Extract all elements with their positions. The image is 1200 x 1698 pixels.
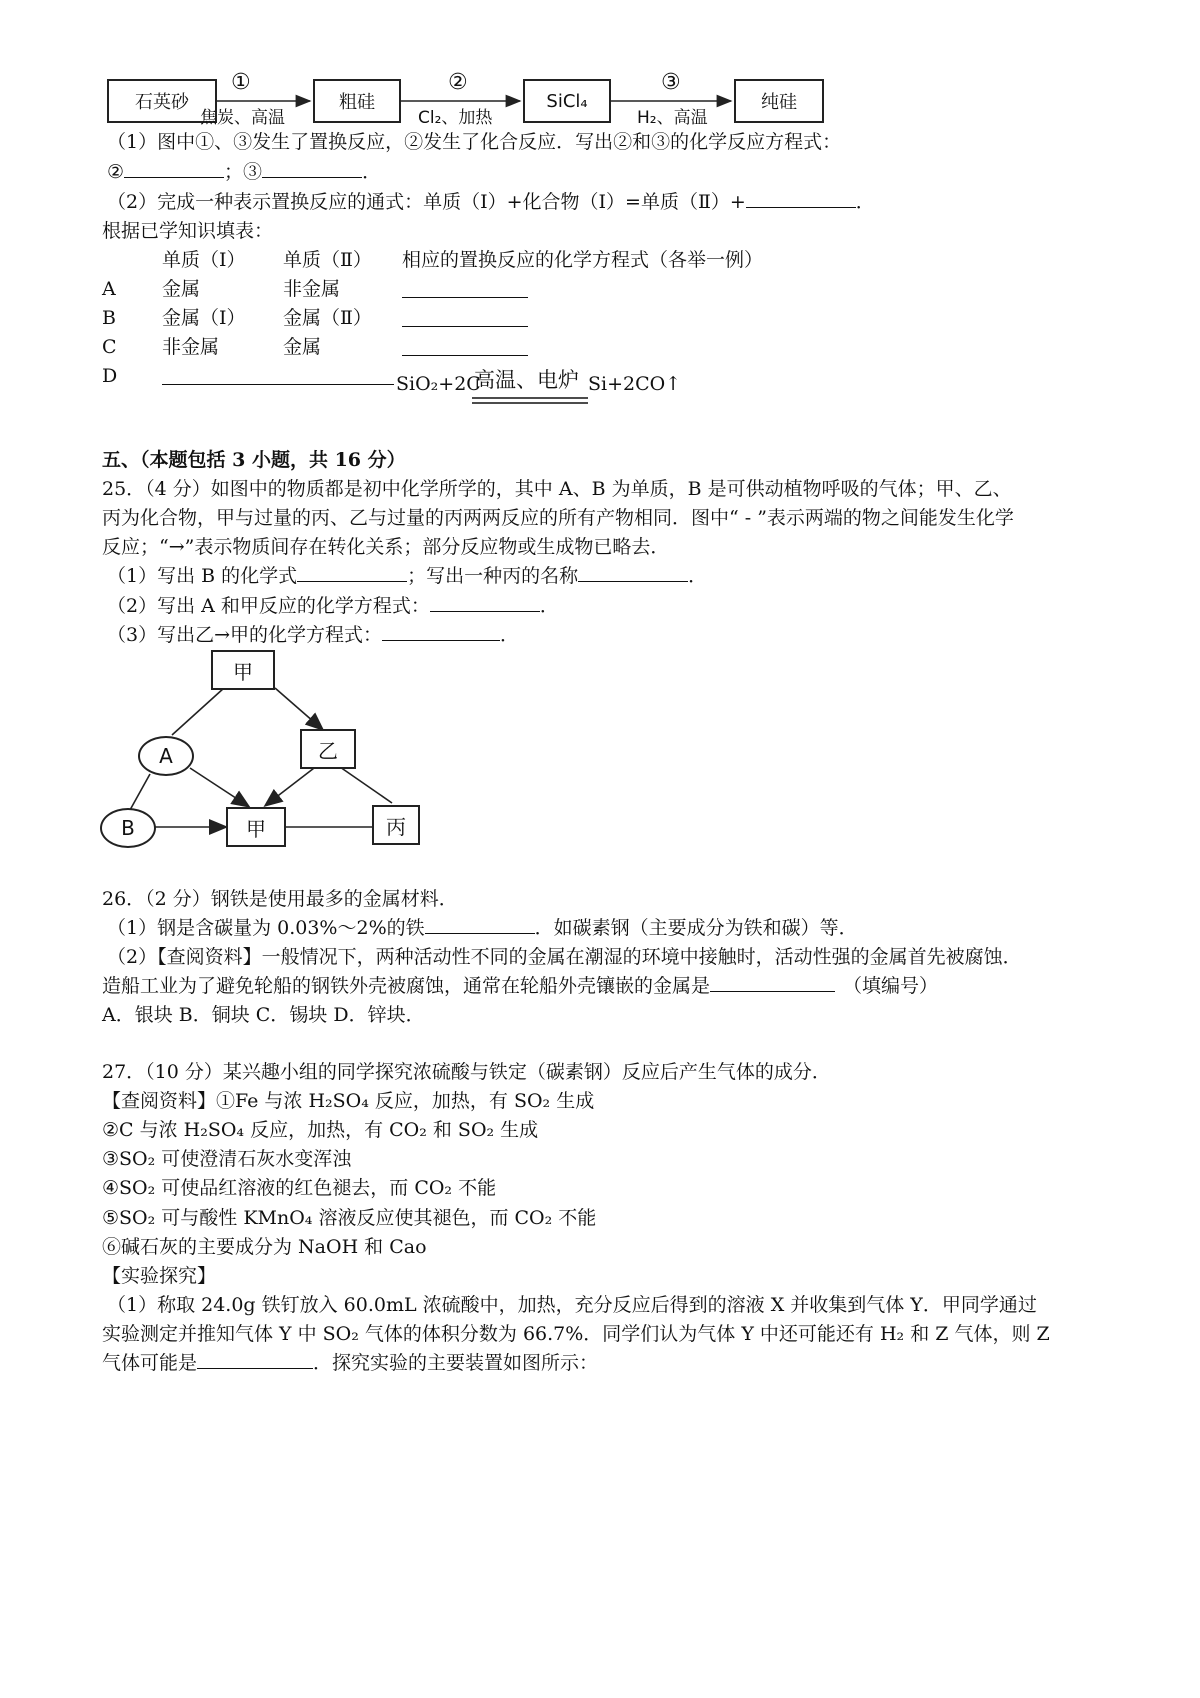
line-yi-to-bing [340, 767, 392, 803]
q25-blank-b-formula[interactable] [297, 564, 407, 582]
q27-part-1-end: ．探究实验的主要装置如图所示： [313, 1352, 599, 1374]
flow-step-3-number: ③ [661, 70, 681, 95]
table-row-c-col1: 非金属 [162, 336, 220, 358]
q2-prompt: （2）完成一种表示置换反应的通式：单质（I）+化合物（I）=单质（Ⅱ）+ [107, 191, 746, 213]
table-row-d-equation-left: SiO₂+2C [396, 373, 481, 395]
table-header-2: 单质（Ⅱ） [283, 249, 372, 271]
table-row-b-col1: 金属（I） [162, 307, 246, 329]
q27-ref-6: ⑥碱石灰的主要成分为 NaOH 和 Cao [102, 1236, 427, 1258]
node-jia-top: 甲 [211, 650, 275, 690]
q25-line-1: 25．（4 分）如图中的物质都是初中化学所学的，其中 A、B 为单质，B 是可供动植物呼吸的气体；甲、乙、 [102, 478, 1012, 500]
flow-box-pure-silicon: 纯硅 [734, 79, 824, 123]
q27-ref-5: ⑤SO₂ 可与酸性 KMnO₄ 溶液反应使其褪色，而 CO₂ 不能 [102, 1207, 597, 1229]
flow-box-quartz-sand: 石英砂 [107, 79, 217, 123]
q25-part-1-mid: ；写出一种丙的名称 [407, 565, 579, 587]
flow-step-1-condition: 焦炭、高温 [200, 108, 285, 128]
table-row-d-label: D [102, 365, 118, 387]
arrow-top-jia-to-yi [275, 688, 322, 729]
q27-ref-1: 【查阅资料】①Fe 与浓 H₂SO₄ 反应，加热，有 SO₂ 生成 [102, 1090, 595, 1112]
q26-part-1-end: ．如碳素钢（主要成分为铁和碳）等． [534, 917, 858, 939]
node-jia-bottom: 甲 [226, 807, 286, 847]
q26-options: A．银块 B．铜块 C．锡块 D．锌块． [102, 1004, 425, 1026]
table-row-b-label: B [102, 307, 116, 329]
q26-part-2b-prompt: 造船工业为了避免轮船的钢铁外壳被腐蚀，通常在轮船外壳镶嵌的金属是 [102, 975, 711, 997]
q25-part-2 [107, 594, 559, 618]
q1-answer-line [107, 160, 381, 184]
q26-part-2b [102, 974, 938, 998]
q26-part-2b-end: （填编号） [843, 975, 939, 997]
q1-separator: ；③ [224, 161, 263, 183]
q25-line-3: 反应；“→”表示物质间存在转化关系；部分反应物或生成物已略去． [102, 536, 670, 558]
table-row-a-col2: 非金属 [283, 278, 341, 300]
q25-line-2: 丙为化合物，甲与过量的丙、乙与过量的丙两两反应的所有产物相同．图中“ - ”表示两端的物之间能发生化学 [102, 507, 1014, 529]
q26-part-1-prompt: （1）钢是含碳量为 0.03%～2%的铁 [107, 917, 425, 939]
table-row-b-col2: 金属（Ⅱ） [283, 307, 372, 329]
q2-end: ． [855, 191, 875, 213]
table-header-1: 单质（I） [162, 249, 246, 271]
q1-text: （1）图中①、③发生了置换反应，②发生了化合反应．写出②和③的化学反应方程式： [107, 131, 842, 153]
table-row-a-col1: 金属 [162, 278, 201, 300]
flow-step-2-condition: Cl₂、加热 [418, 108, 493, 128]
flow-box-crude-silicon: 粗硅 [313, 79, 401, 123]
q25-blank-yi-jia-equation[interactable] [382, 623, 500, 641]
flow-step-3-condition: H₂、高温 [637, 108, 708, 128]
q25-part-3-end: ． [500, 624, 520, 646]
section-5-title: 五、（本题包括 3 小题，共 16 分） [102, 449, 406, 471]
table-row-c-label: C [102, 336, 117, 358]
table-row-a-label: A [102, 278, 116, 300]
q26-blank-steel[interactable] [425, 916, 535, 934]
table-row-d-equation-condition: 高温、电炉 [474, 368, 579, 392]
q27-part-1-line-1: （1）称取 24.0g 铁钉放入 60.0mL 浓硫酸中，加热，充分反应后得到的溶液 X 并收集到气体 Y．甲同学通过 [107, 1294, 1037, 1316]
table-row-d-blank[interactable] [162, 367, 394, 385]
q27-blank-z-gas[interactable] [197, 1351, 313, 1369]
node-yi: 乙 [300, 729, 356, 769]
q25-part-1 [107, 564, 707, 588]
q25-part-1-prompt: （1）写出 B 的化学式 [107, 565, 298, 587]
line-a-to-b [130, 774, 150, 810]
q25-blank-a-jia-equation[interactable] [430, 594, 540, 612]
q25-part-1-end: ． [688, 565, 708, 587]
equation-double-line [472, 396, 592, 406]
node-a: A [138, 736, 194, 776]
table-row-a-blank[interactable] [402, 280, 528, 298]
flow-arrows [0, 0, 1200, 140]
flow-step-1-number: ① [231, 70, 251, 95]
arrow-yi-to-jia [266, 765, 318, 805]
flow-step-2-number: ② [448, 70, 468, 95]
table-row-d-equation-right: Si+2CO↑ [588, 373, 682, 395]
q27-part-1-line-3 [102, 1351, 598, 1375]
q26-intro: 26．（2 分）钢铁是使用最多的金属材料． [102, 888, 458, 910]
q2-text [107, 190, 875, 214]
q25-blank-bing-name[interactable] [578, 564, 688, 582]
q27-part-1-line-2: 实验测定并推知气体 Y 中 SO₂ 气体的体积分数为 66.7%．同学们认为气体 Y 中还可能还有 H₂ 和 Z 气体，则 Z [102, 1323, 1050, 1345]
q27-explore-heading: 【实验探究】 [102, 1265, 217, 1287]
q2-fill-intro: 根据已学知识填表： [102, 220, 274, 242]
q25-part-2-end: ． [539, 595, 559, 617]
q26-part-2: （2）【查阅资料】一般情况下，两种活动性不同的金属在潮湿的环境中接触时，活动性强的金属首先被腐蚀． [107, 946, 1022, 968]
table-row-c-col2: 金属 [283, 336, 322, 358]
q25-part-2-prompt: （2）写出 A 和甲反应的化学方程式： [107, 595, 430, 617]
flow-box-sicl4: SiCl₄ [523, 79, 611, 123]
q27-intro: 27．（10 分）某兴趣小组的同学探究浓硫酸与铁定（碳素钢）反应后产生气体的成分． [102, 1061, 831, 1083]
table-row-c-blank[interactable] [402, 338, 528, 356]
table-row-b-blank[interactable] [402, 309, 528, 327]
q1-end: ． [362, 161, 382, 183]
line-top-jia-to-a [172, 688, 224, 735]
q26-part-1 [107, 916, 858, 940]
node-bing: 丙 [372, 805, 420, 845]
q26-blank-metal[interactable] [710, 974, 835, 992]
q27-ref-3: ③SO₂ 可使澄清石灰水变浑浊 [102, 1148, 352, 1170]
q1-part2-label: ② [107, 161, 125, 183]
q27-part-1-prompt: 气体可能是 [102, 1352, 198, 1374]
q27-ref-4: ④SO₂ 可使品红溶液的红色褪去，而 CO₂ 不能 [102, 1177, 497, 1199]
arrow-a-to-jia [190, 768, 248, 806]
q1-blank-2[interactable] [124, 160, 224, 178]
table-header-3: 相应的置换反应的化学方程式（各举一例） [402, 249, 764, 271]
q2-blank[interactable] [746, 190, 856, 208]
node-b: B [100, 808, 156, 848]
q25-part-3-prompt: （3）写出乙→甲的化学方程式： [107, 624, 383, 646]
q27-ref-2: ②C 与浓 H₂SO₄ 反应，加热，有 CO₂ 和 SO₂ 生成 [102, 1119, 539, 1141]
q1-blank-3[interactable] [262, 160, 362, 178]
